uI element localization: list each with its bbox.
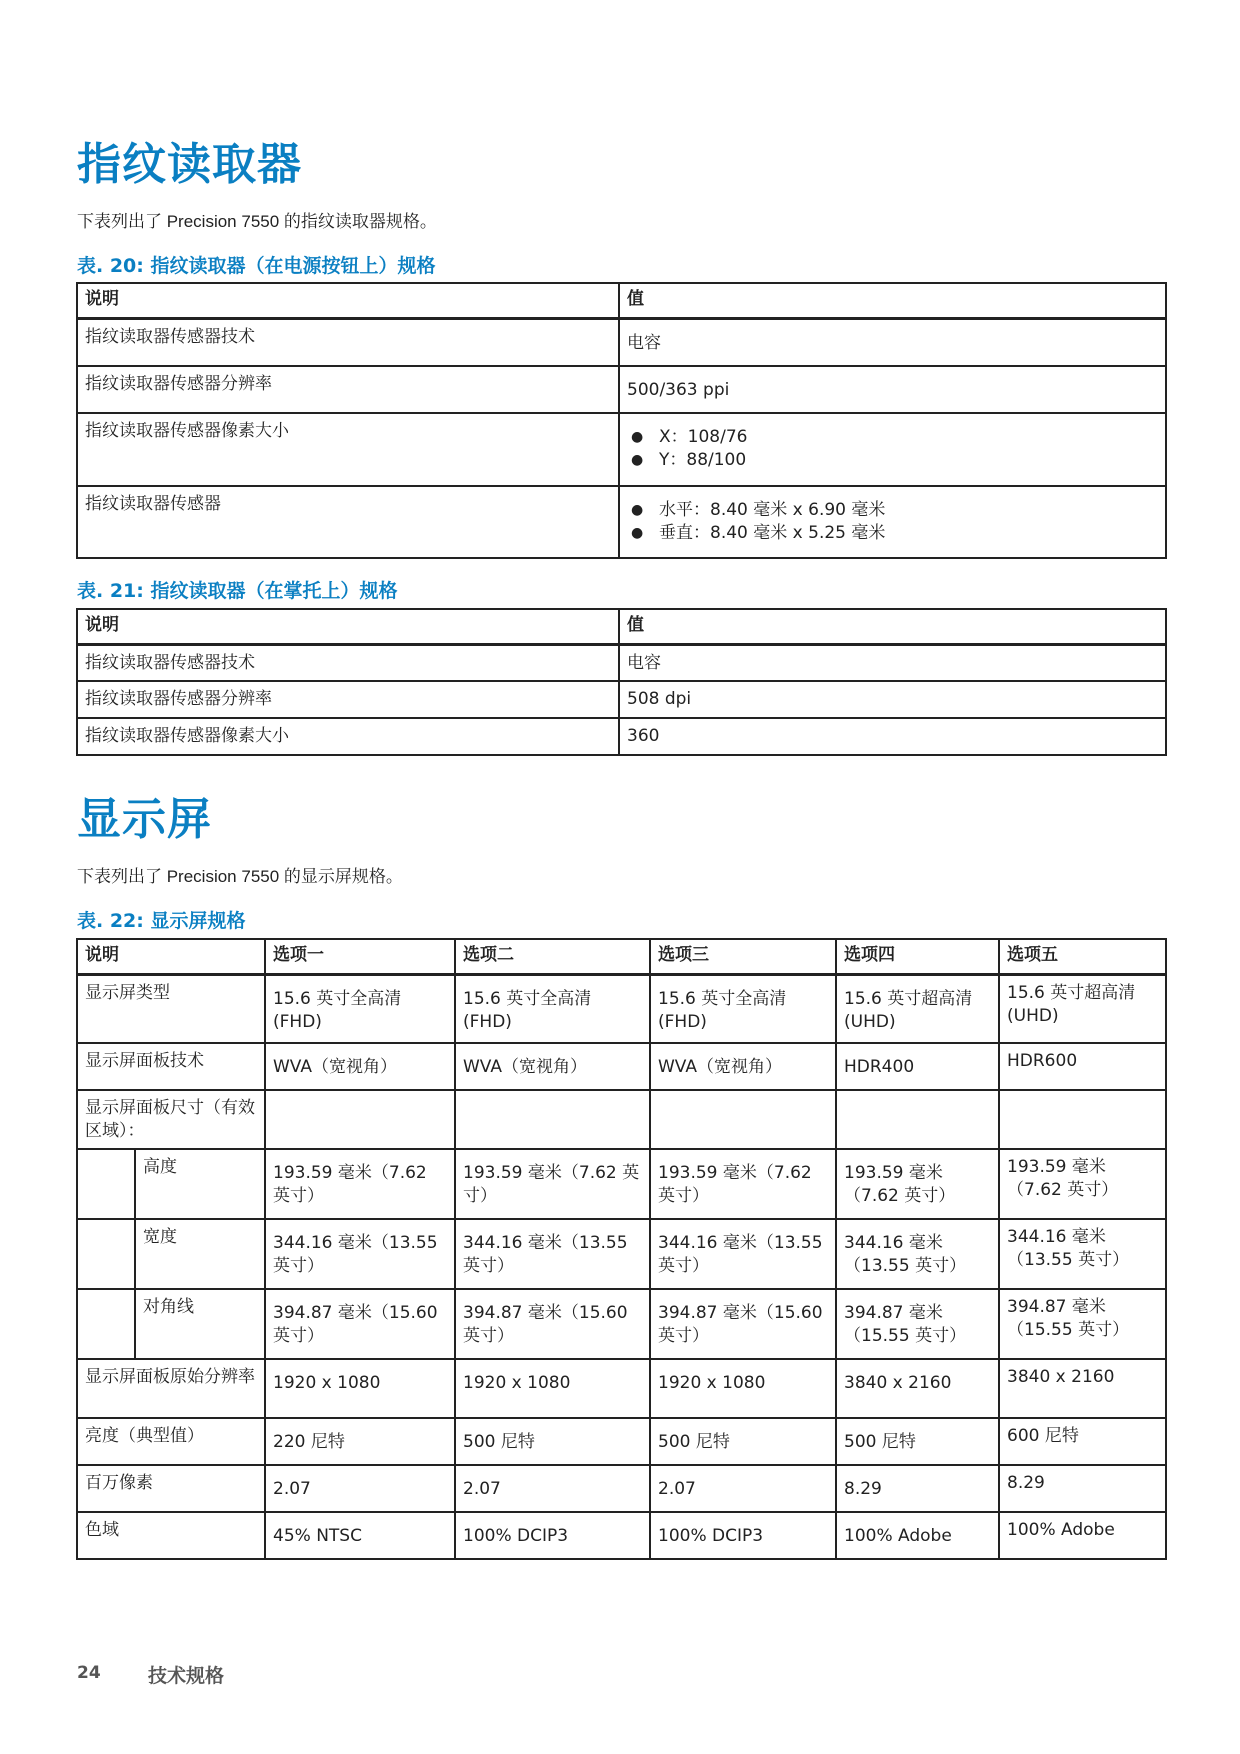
table-row bbox=[77, 718, 1166, 755]
table-22-header-desc: 说明 bbox=[77, 939, 265, 974]
cell: 600 尼特 bbox=[999, 1418, 1166, 1465]
cell: 344.16 毫米（13.55 英寸） bbox=[650, 1219, 836, 1289]
table-21-caption: 表. 21: 指纹读取器（在掌托上）规格 bbox=[77, 580, 398, 602]
table-22-header-option-4: 选项四 bbox=[836, 939, 999, 974]
row-desc: 指纹读取器传感器像素大小 bbox=[77, 718, 619, 755]
row-label: 显示屏面板技术 bbox=[77, 1043, 265, 1090]
section-heading-display: 显示屏 bbox=[77, 794, 212, 845]
table-row bbox=[77, 1465, 1166, 1512]
cell: WVA（宽视角） bbox=[650, 1043, 836, 1090]
cell: 8.29 bbox=[836, 1465, 999, 1512]
cell: 193.59 毫米（7.62 英寸） bbox=[265, 1149, 455, 1219]
row-desc: 指纹读取器传感器技术 bbox=[77, 318, 619, 366]
cell: 344.16 毫米（13.55 英寸） bbox=[836, 1219, 999, 1289]
table-row bbox=[77, 366, 1166, 413]
cell: 344.16 毫米（13.55 英寸） bbox=[265, 1219, 455, 1289]
row-value: 360 bbox=[619, 718, 1166, 755]
cell: 3840 x 2160 bbox=[836, 1359, 999, 1418]
cell: 100% DCIP3 bbox=[650, 1512, 836, 1559]
row-desc: 指纹读取器传感器像素大小 bbox=[77, 413, 619, 486]
cell: 2.07 bbox=[265, 1465, 455, 1512]
list-item: ● 垂直：8.40 毫米 x 5.25 毫米 bbox=[627, 522, 1158, 545]
cell: 394.87 毫米（15.60 英寸） bbox=[650, 1289, 836, 1359]
cell: 500 尼特 bbox=[650, 1418, 836, 1465]
table-20-header-value: 值 bbox=[619, 283, 1166, 318]
cell bbox=[265, 1090, 455, 1149]
table-21-header-desc: 说明 bbox=[77, 609, 619, 644]
row-value: 508 dpi bbox=[619, 681, 1166, 718]
cell bbox=[999, 1090, 1166, 1149]
cell: 344.16 毫米（13.55 英寸） bbox=[999, 1219, 1166, 1289]
row-value: 500/363 ppi bbox=[619, 366, 1166, 413]
cell: 344.16 毫米（13.55 英寸） bbox=[455, 1219, 650, 1289]
table-row bbox=[77, 318, 1166, 366]
row-label: 亮度（典型值） bbox=[77, 1418, 265, 1465]
footer-section-title: 技术规格 bbox=[148, 1665, 225, 1687]
cell: 500 尼特 bbox=[455, 1418, 650, 1465]
row-label: 色域 bbox=[77, 1512, 265, 1559]
cell: 15.6 英寸全高清 (FHD) bbox=[455, 974, 650, 1043]
cell: HDR600 bbox=[999, 1043, 1166, 1090]
cell bbox=[455, 1090, 650, 1149]
table-row bbox=[77, 1090, 1166, 1149]
table-row bbox=[77, 681, 1166, 718]
cell: 1920 x 1080 bbox=[650, 1359, 836, 1418]
table-22-header-option-3: 选项三 bbox=[650, 939, 836, 974]
cell: 193.59 毫米（7.62 英寸） bbox=[999, 1149, 1166, 1219]
cell: 193.59 毫米（7.62 英寸） bbox=[455, 1149, 650, 1219]
cell: 45% NTSC bbox=[265, 1512, 455, 1559]
cell: WVA（宽视角） bbox=[455, 1043, 650, 1090]
cell: 500 尼特 bbox=[836, 1418, 999, 1465]
cell: 394.87 毫米（15.60 英寸） bbox=[455, 1289, 650, 1359]
table-22 bbox=[76, 938, 1167, 1560]
table-22-header-option-1: 选项一 bbox=[265, 939, 455, 974]
row-value: 电容 bbox=[619, 644, 1166, 681]
table-row bbox=[77, 1359, 1166, 1418]
cell: 1920 x 1080 bbox=[455, 1359, 650, 1418]
table-row bbox=[77, 1219, 1166, 1289]
cell: 15.6 英寸超高清 (UHD) bbox=[836, 974, 999, 1043]
cell: 2.07 bbox=[650, 1465, 836, 1512]
list-item: ● X：108/76 bbox=[627, 426, 1158, 449]
row-label: 显示屏类型 bbox=[77, 974, 265, 1043]
list-item: ● Y：88/100 bbox=[627, 449, 1158, 472]
row-desc: 指纹读取器传感器分辨率 bbox=[77, 366, 619, 413]
table-20-caption: 表. 20: 指纹读取器（在电源按钮上）规格 bbox=[77, 255, 436, 277]
cell: 100% Adobe bbox=[999, 1512, 1166, 1559]
list-item: ● 水平：8.40 毫米 x 6.90 毫米 bbox=[627, 499, 1158, 522]
indent-cell bbox=[77, 1289, 135, 1359]
cell: 100% DCIP3 bbox=[455, 1512, 650, 1559]
cell: 15.6 英寸全高清 (FHD) bbox=[265, 974, 455, 1043]
table-21-header-value: 值 bbox=[619, 609, 1166, 644]
cell bbox=[836, 1090, 999, 1149]
table-22-header-option-2: 选项二 bbox=[455, 939, 650, 974]
cell: 100% Adobe bbox=[836, 1512, 999, 1559]
display-intro: 下表列出了 Precision 7550 的显示屏规格。 bbox=[77, 867, 403, 886]
indent-cell bbox=[77, 1149, 135, 1219]
row-value-list bbox=[619, 486, 1166, 558]
table-22-caption: 表. 22: 显示屏规格 bbox=[77, 910, 246, 932]
cell: 394.87 毫米（15.55 英寸） bbox=[836, 1289, 999, 1359]
table-row bbox=[77, 486, 1166, 558]
row-value: 电容 bbox=[619, 318, 1166, 366]
table-row bbox=[77, 413, 1166, 486]
row-label: 显示屏面板原始分辨率 bbox=[77, 1359, 265, 1418]
row-label: 显示屏面板尺寸（有效区域）： bbox=[77, 1090, 265, 1149]
cell: 193.59 毫米（7.62 英寸） bbox=[836, 1149, 999, 1219]
cell: 3840 x 2160 bbox=[999, 1359, 1166, 1418]
cell: 8.29 bbox=[999, 1465, 1166, 1512]
page-number: 24 bbox=[77, 1663, 101, 1683]
cell: 394.87 毫米（15.55 英寸） bbox=[999, 1289, 1166, 1359]
row-desc: 指纹读取器传感器 bbox=[77, 486, 619, 558]
table-21 bbox=[76, 608, 1167, 756]
cell: HDR400 bbox=[836, 1043, 999, 1090]
indent-cell bbox=[77, 1219, 135, 1289]
section-heading-fingerprint: 指纹读取器 bbox=[77, 139, 302, 190]
cell: WVA（宽视角） bbox=[265, 1043, 455, 1090]
cell: 15.6 英寸全高清 (FHD) bbox=[650, 974, 836, 1043]
table-row bbox=[77, 1043, 1166, 1090]
cell: 220 尼特 bbox=[265, 1418, 455, 1465]
table-20 bbox=[76, 282, 1167, 559]
row-label: 百万像素 bbox=[77, 1465, 265, 1512]
row-label: 宽度 bbox=[135, 1219, 265, 1289]
row-value-list bbox=[619, 413, 1166, 486]
cell: 15.6 英寸超高清 (UHD) bbox=[999, 974, 1166, 1043]
table-row bbox=[77, 1289, 1166, 1359]
table-row bbox=[77, 974, 1166, 1043]
row-label: 对角线 bbox=[135, 1289, 265, 1359]
fingerprint-intro: 下表列出了 Precision 7550 的指纹读取器规格。 bbox=[77, 212, 437, 231]
cell: 193.59 毫米（7.62 英寸） bbox=[650, 1149, 836, 1219]
table-22-header-option-5: 选项五 bbox=[999, 939, 1166, 974]
table-row bbox=[77, 1418, 1166, 1465]
row-desc: 指纹读取器传感器分辨率 bbox=[77, 681, 619, 718]
row-label: 高度 bbox=[135, 1149, 265, 1219]
cell: 1920 x 1080 bbox=[265, 1359, 455, 1418]
table-20-header-desc: 说明 bbox=[77, 283, 619, 318]
table-row bbox=[77, 1512, 1166, 1559]
row-desc: 指纹读取器传感器技术 bbox=[77, 644, 619, 681]
cell: 2.07 bbox=[455, 1465, 650, 1512]
cell bbox=[650, 1090, 836, 1149]
table-row bbox=[77, 1149, 1166, 1219]
table-row bbox=[77, 644, 1166, 681]
cell: 394.87 毫米（15.60 英寸） bbox=[265, 1289, 455, 1359]
